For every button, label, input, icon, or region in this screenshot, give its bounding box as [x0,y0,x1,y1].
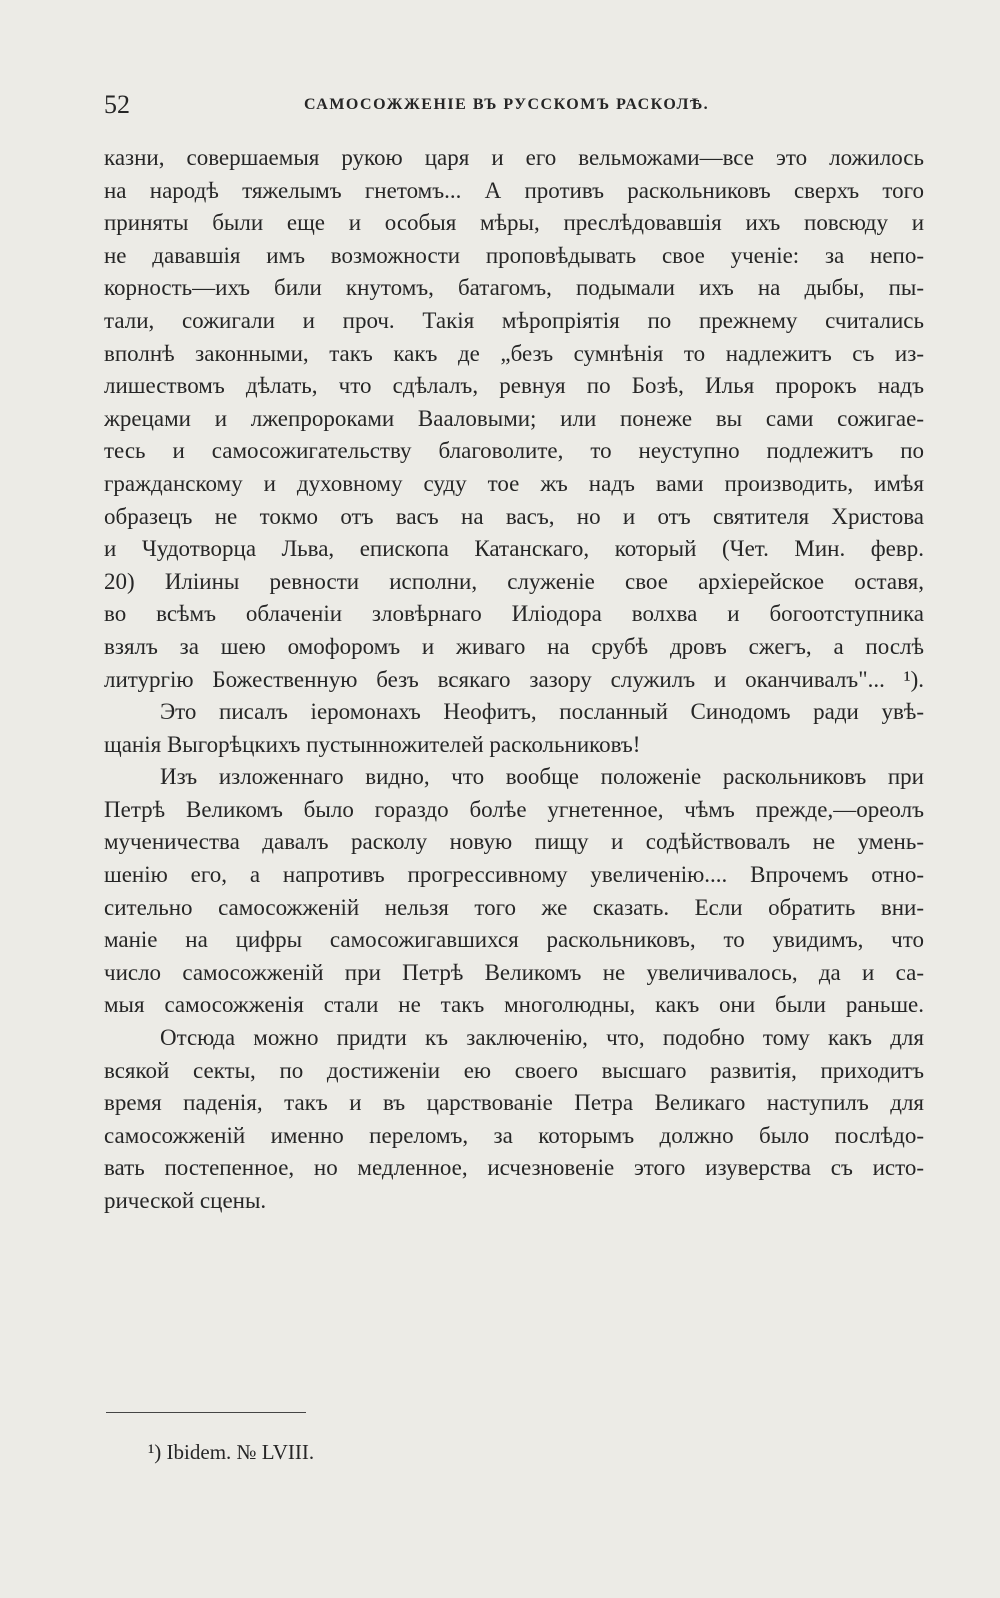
text-line: Петрѣ Великомъ было гораздо болѣе угнетенное, чѣмъ прежде,—ореолъ [104,796,924,822]
text-line: казни, совершаемыя рукою царя и его вельможами—все это ложилось [104,145,924,170]
footnote: ¹) Ibidem. № LVIII. [148,1440,315,1464]
text-line: сительно самосожженій нельзя того же сказать. Если обратить вни- [104,894,924,920]
text-line: время паденія, такъ и въ царствованіе Петра Великаго наступилъ для [104,1090,924,1116]
text-line: рической сцены. [104,1188,267,1213]
text-line: гражданскому и духовному суду тое жъ надъ вами производить, имѣя [104,470,924,496]
text-line: мыя самосожженія стали не такъ многолюдны, какъ они были раньше. [104,992,924,1018]
text-line: корность—ихъ били кнутомъ, батагомъ, подымали ихъ на дыбы, пы- [104,275,924,301]
text-line: литургію Божественную безъ всякаго зазору служилъ и оканчивалъ"... ¹). [104,666,924,692]
footnote-divider [106,1412,306,1413]
text-line: тали, сожигали и проч. Такія мѣропріятія по прежнему считались [104,307,924,333]
text-line: щанія Выгорѣцкихъ пустынножителей раскольниковъ! [104,731,641,757]
text-line: шенію его, а напротивъ прогрессивному увеличенію.... Впрочемъ отно- [104,862,924,888]
text-line: число самосожженій при Петрѣ Великомъ не увеличивалось, да и са- [104,959,924,985]
text-line: Это писалъ іеромонахъ Неофитъ, посланный Синодомъ ради увѣ- [160,699,924,725]
text-line: жрецами и лжепророками Вааловыми; или понеже вы сами сожигае- [104,405,924,431]
text-line: приняты были еще и особыя мѣры, преслѣдовавшія ихъ повсюду и [104,210,924,236]
text-line: Изъ изложеннаго видно, что вообще положеніе раскольниковъ при [160,764,924,790]
text-line: всякой секты, по достиженіи ею своего высшаго развитія, приходитъ [104,1057,924,1083]
running-title: САМОСОЖЖЕНІЕ ВЪ РУССКОМЪ РАСКОЛѢ. [304,96,710,113]
text-line: 20) Илiины ревности исполни, служеніе свое архіерейское оставя, [104,568,924,594]
text-line: тесь и самосожигательству благоволите, то неуступно подлежитъ по [104,438,924,464]
page-header [104,90,920,120]
text-line: на народѣ тяжелымъ гнетомъ... А противъ раскольниковъ сверхъ того [104,177,924,203]
text-line: лишествомъ дѣлать, что сдѣлалъ, ревнуя по Бозѣ, Илья пророкъ надъ [104,373,924,399]
text-line: вполнѣ законными, такъ какъ де „безъ сумнѣнія то надлежитъ съ из- [104,340,924,366]
text-line: мученичества давалъ расколу новую пищу и содѣйствовалъ не умень- [104,829,924,855]
text-line: самосожженій именно переломъ, за которымъ должно было послѣдо- [104,1122,924,1148]
text-line: образецъ не токмо отъ васъ на васъ, но и отъ святителя Христова [104,503,924,529]
page-number: 52 [104,90,130,119]
text-line: Отсюда можно придти къ заключенію, что, подобно тому какъ для [160,1025,924,1051]
text-line: взялъ за шею омофоромъ и живаго на срубѣ дровъ сжегъ, а послѣ [104,633,924,659]
text-line: и Чудотворца Льва, епископа Катанскаго, который (Чет. Мин. февр. [104,536,924,562]
text-line: вать постепенное, но медленное, исчезновеніе этого изуверства съ исто- [104,1155,924,1181]
text-line: не дававшія имъ возможности проповѣдывать свое ученіе: за непо- [104,242,924,268]
body-text [104,142,924,1218]
text-line: во всѣмъ облаченіи зловѣрнаго Иліодора волхва и богоотступника [104,601,924,627]
text-line: маніе на цифры самосожигавшихся раскольниковъ, то увидимъ, что [104,927,924,953]
